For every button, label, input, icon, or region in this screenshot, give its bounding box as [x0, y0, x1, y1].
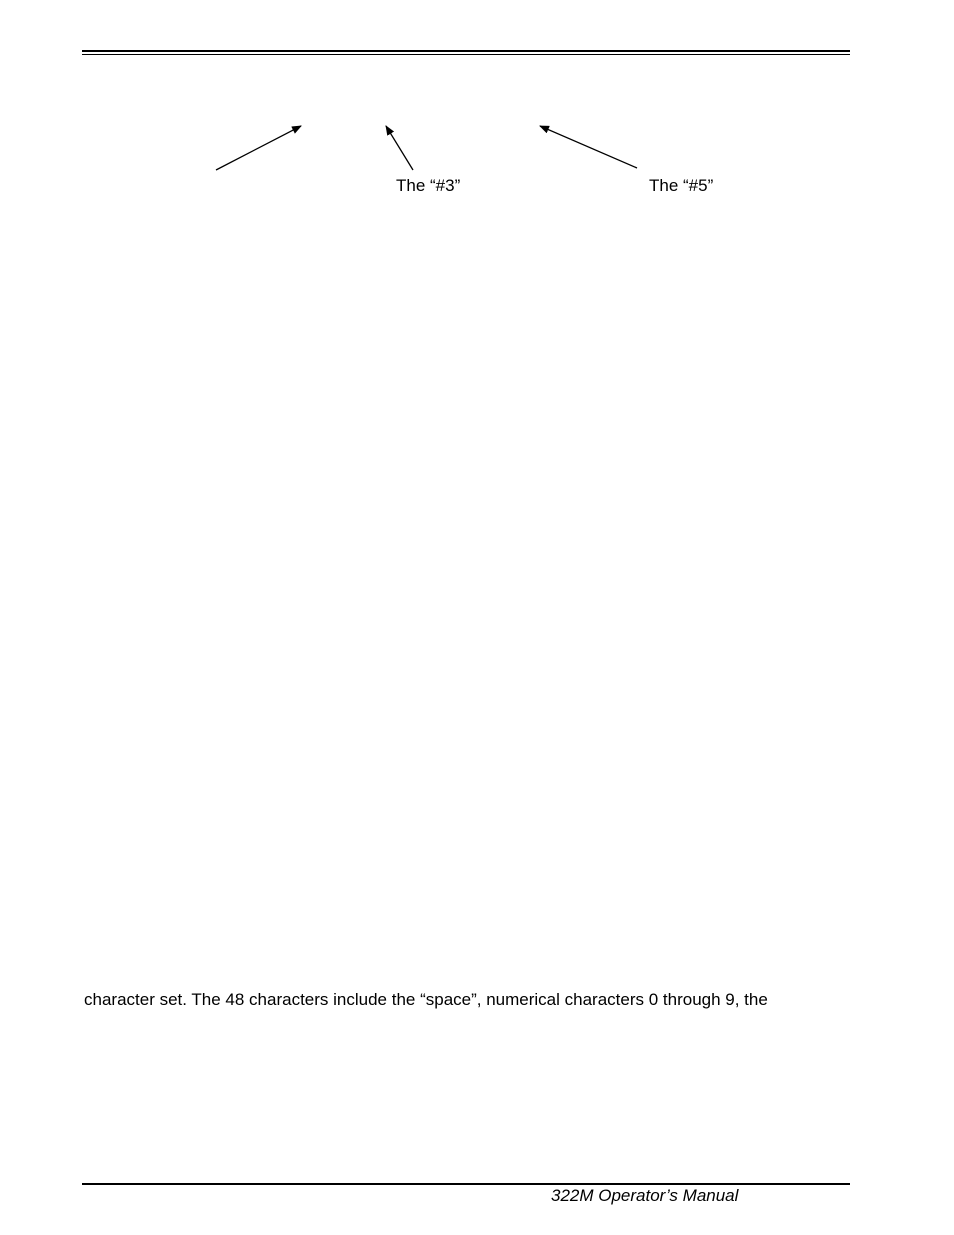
body-text-line: character set. The 48 characters include the “space”, numerical characters 0 through 9, the — [84, 990, 768, 1009]
arrow-5 — [540, 126, 637, 168]
callout-label-3: The “#3” — [396, 176, 461, 195]
arrow-left — [216, 126, 301, 170]
footer-rule — [82, 1183, 850, 1185]
callout-label-5: The “#5” — [649, 176, 714, 195]
footer-manual-title: 322M Operator’s Manual — [551, 1186, 739, 1205]
callout-arrows — [0, 0, 954, 260]
arrow-3 — [386, 126, 413, 170]
